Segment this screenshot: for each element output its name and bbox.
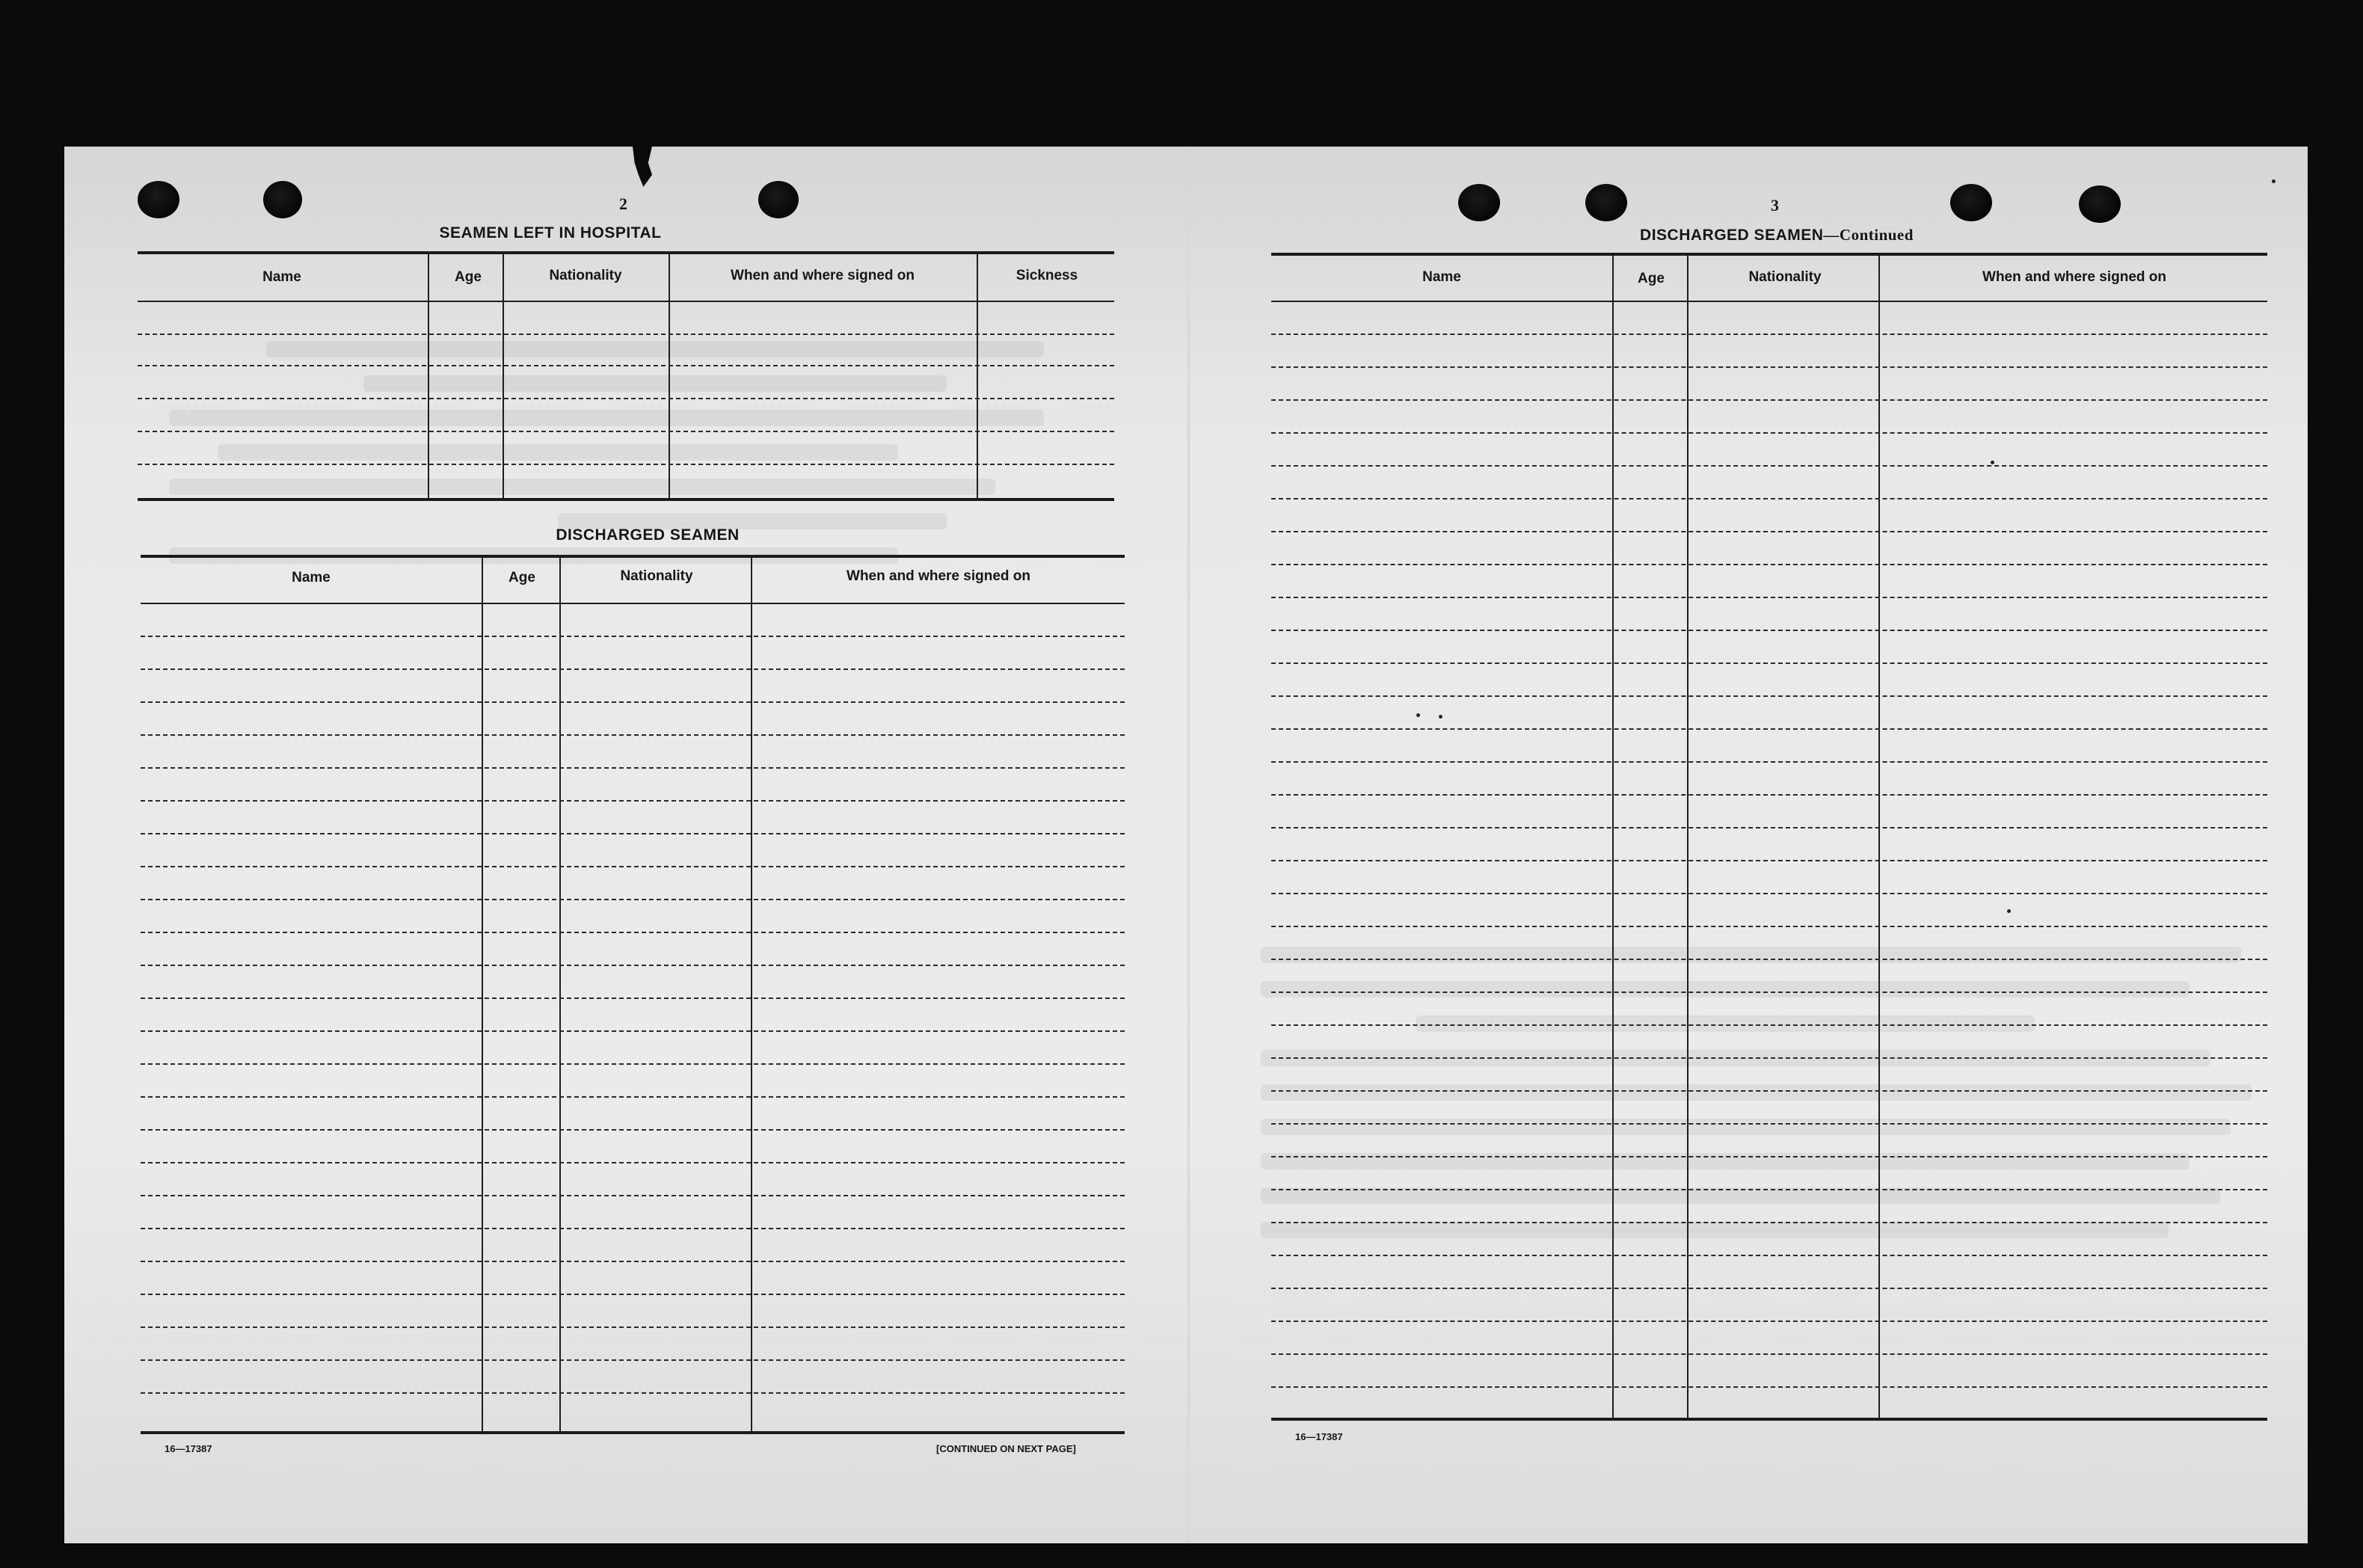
punch-hole [1458, 184, 1500, 221]
entry-line [138, 365, 1114, 366]
right-page-number: 3 [1771, 196, 1779, 215]
discharged-header-signed-on: When and where signed on [846, 568, 1030, 584]
discharged-section-title: DISCHARGED SEAMEN [556, 526, 740, 544]
ink-speck [1416, 713, 1420, 717]
hospital-section-title: SEAMEN LEFT IN HOSPITAL [439, 224, 662, 242]
punch-hole [2079, 185, 2121, 223]
continued-note: [CONTINUED ON NEXT PAGE] [936, 1443, 1076, 1454]
ink-speck [2272, 179, 2276, 183]
punch-hole [1950, 184, 1992, 221]
hospital-header-sickness: Sickness [1015, 268, 1078, 283]
right-header-age: Age [1638, 271, 1665, 286]
discharged-header-nationality: Nationality [620, 568, 693, 584]
right-header-nationality: Nationality [1748, 269, 1822, 285]
right-header-signed-on: When and where signed on [1982, 269, 2166, 285]
left-form-number: 16—17387 [165, 1443, 212, 1454]
entry-line [138, 431, 1114, 432]
punch-hole [758, 181, 799, 218]
discharged-table-left [141, 555, 1125, 1437]
hospital-header-name: Name [262, 269, 301, 285]
punch-hole [1585, 184, 1627, 221]
right-header-name: Name [1422, 269, 1461, 285]
discharged-header-age: Age [508, 570, 535, 585]
ink-speck [2007, 909, 2011, 913]
hospital-header-signed-on: When and where signed on [731, 268, 915, 283]
ink-speck [1439, 715, 1442, 719]
page-fold [1187, 147, 1190, 1543]
right-form-number: 16—17387 [1295, 1431, 1343, 1442]
hospital-header-age: Age [455, 269, 482, 285]
entry-line [138, 398, 1114, 399]
entry-line [138, 464, 1114, 465]
paper-tear [633, 147, 652, 187]
discharged-table-right [1271, 253, 2267, 1425]
continued-section-title [1567, 226, 1986, 245]
hospital-table [138, 251, 1114, 508]
document-sheet [64, 147, 2308, 1543]
entry-line [138, 333, 1114, 335]
punch-hole [138, 181, 179, 218]
continued-title-suffix: —Continued [1823, 226, 1914, 244]
left-page-number: 2 [619, 194, 627, 213]
ink-speck [1991, 461, 1994, 464]
hospital-header-nationality: Nationality [549, 268, 622, 283]
continued-title-main: DISCHARGED SEAMEN [1640, 227, 1824, 244]
punch-hole [263, 181, 302, 218]
discharged-header-name: Name [292, 570, 331, 585]
